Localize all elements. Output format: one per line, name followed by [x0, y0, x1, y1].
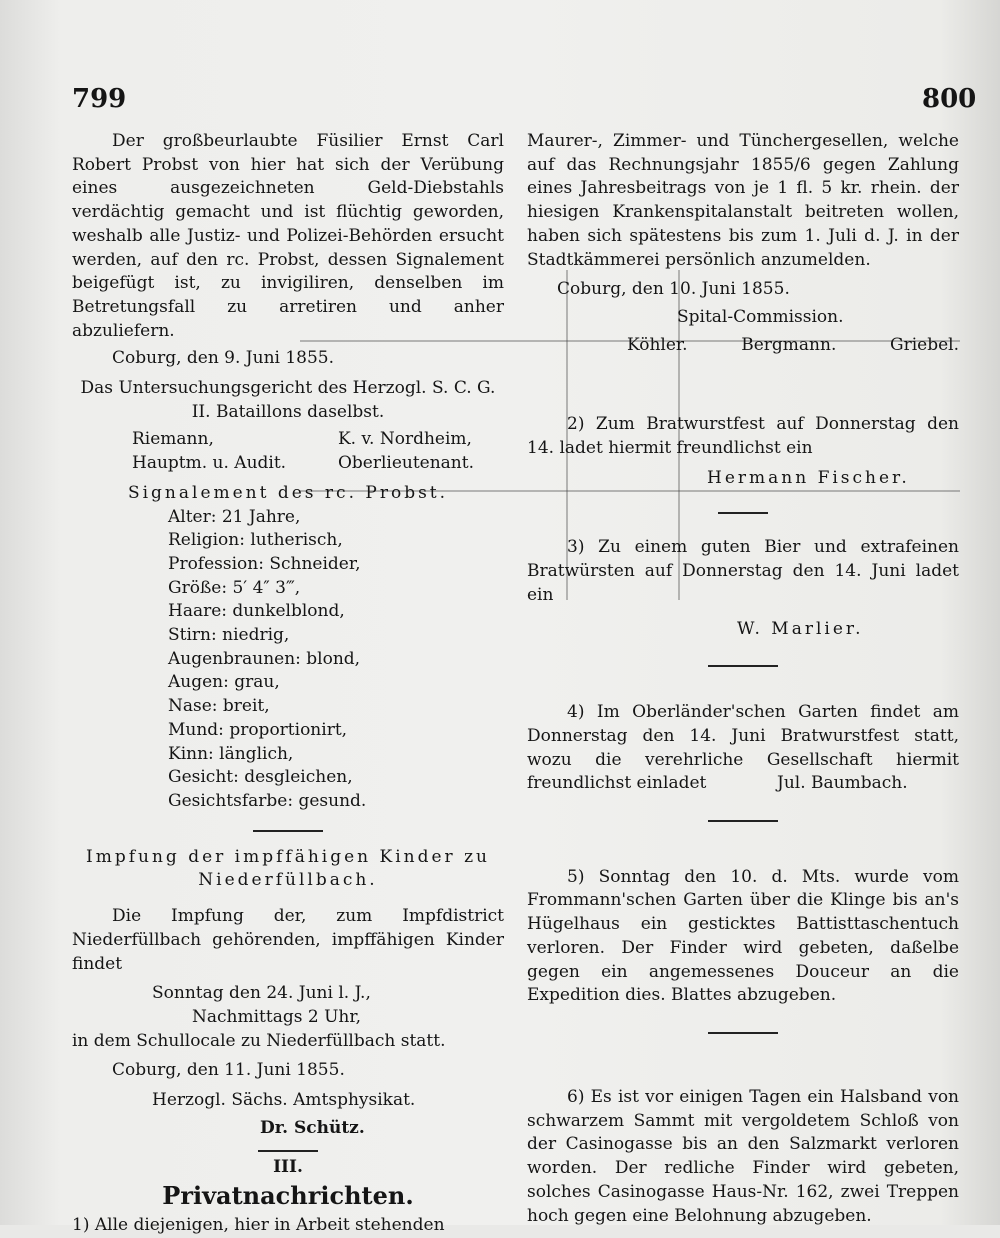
- signer-right-title: Oberlieutenant.: [337, 453, 474, 474]
- section-divider: [258, 1150, 318, 1152]
- wanted-notice-date: Coburg, den 9. Juni 1855.: [112, 348, 335, 369]
- section-number: III.: [273, 1157, 303, 1178]
- page-number-left: 799: [72, 84, 127, 114]
- wanted-notice-text: Der großbeurlaubte Füsilier Ernst Carl Robert Probst von hier hat sich der Verübung eines ausgezeichneten Geld-Diebstahls verdächtig gemacht und ist flüchtig geworden, weshalb alle Justiz- und Polizei-Behörden ersucht werden, auf den rc. Probst, dessen Signalement beigefügt ist, zu invigiliren, denselben im Betretungsfall zu arretiren und anher abzuliefern.: [72, 131, 504, 341]
- vaccination-text: Die Impfung der, zum Impfdistrict Niederfüllbach gehörenden, impffähigen Kinder findet: [72, 906, 504, 974]
- private-notice-3-signer: W. Marlier.: [737, 618, 864, 639]
- private-notice-2-signer: Hermann Fischer.: [707, 467, 910, 488]
- signalement-item: Kinn: länglich,: [168, 743, 294, 764]
- vaccination-heading: Impfung der impffähigen Kinder zu Niederfüllbach.: [86, 846, 490, 891]
- private-notice-1-continuation: Maurer-, Zimmer- und Tünchergesellen, welche auf das Rechnungsjahr 1855/6 gegen Zahlung eines Jahresbeitrags von je 1 fl. 5 kr. rhein. der hiesigen Krankenspitalanstalt beitreten wollen, haben sich spätestens bis zum 1. Juli d. J. in der Stadtkämmerei persönlich anzumelden.: [527, 131, 959, 270]
- private-notice-1-signers: [627, 334, 959, 358]
- signer-left: [132, 428, 286, 475]
- signalement-heading: Signalement des rc. Probst.: [127, 482, 449, 503]
- signer-left-name: Riemann,: [132, 429, 214, 450]
- private-notice-5-text: 5) Sonntag den 10. d. Mts. wurde vom Frommann'schen Garten über die Klinge bis an's Hügelhaus ein gesticktes Battisttaschentuch verloren. Der Finder wird gebeten, daßelbe gegen ein angemessenes Douceur an die Expedition dies. Blattes abzugeben.: [527, 866, 959, 1006]
- signalement-item: Stirn: niedrig,: [168, 625, 290, 646]
- section-title: Privatnachrichten.: [162, 1181, 414, 1211]
- section-divider: [708, 665, 778, 667]
- vaccination-authority: Herzogl. Sächs. Amtsphysikat.: [152, 1090, 416, 1111]
- vaccination-date-line: Sonntag den 24. Juni l. J.,: [152, 983, 371, 1004]
- section-divider: [253, 830, 323, 832]
- signalement-item: Gesicht: desgleichen,: [168, 767, 353, 788]
- private-notice-1-date: Coburg, den 10. Juni 1855.: [557, 279, 790, 300]
- private-notice-3-text: 3) Zu einem guten Bier und extrafeinen Bratwürsten auf Donnerstag den 14. Juni ladet ein: [527, 537, 959, 605]
- spital-commission-signer: Bergmann.: [741, 334, 837, 355]
- private-notice-6-text: 6) Es ist vor einigen Tagen ein Halsband von schwarzem Sammt mit vergoldetem Schloß von der Casinogasse bis an den Salzmarkt verloren worden. Der redliche Finder wird gebeten, solches Casinogasse Haus-Nr. 162, zwei Treppen hoch gegen eine Belohnung abzugeben.: [527, 1086, 959, 1226]
- vaccination-time-line: Nachmittags 2 Uhr,: [192, 1006, 362, 1027]
- signalement-item: Religion: lutherisch,: [168, 530, 343, 551]
- section-divider: [708, 820, 778, 822]
- court-name: Das Untersuchungsgericht des Herzogl. S. C. G. II. Bataillons daselbst.: [80, 378, 496, 422]
- signer-left-title: Hauptm. u. Audit.: [132, 453, 287, 474]
- signalement-item: Gesichtsfarbe: gesund.: [168, 790, 367, 811]
- vaccination-place-line: in dem Schullocale zu Niederfüllbach statt.: [72, 1030, 446, 1051]
- section-divider: [708, 1032, 778, 1034]
- vaccination-notice-date: Coburg, den 11. Juni 1855.: [112, 1060, 345, 1081]
- signalement-item: Profession: Schneider,: [168, 553, 361, 574]
- signalement-item: Haare: dunkelblond,: [168, 601, 345, 622]
- signalement-item: Mund: proportionirt,: [168, 719, 348, 740]
- signalement-list: [168, 506, 504, 814]
- private-notice-1-start: 1) Alle diejenigen, hier in Arbeit stehenden: [72, 1214, 445, 1235]
- section-divider: [718, 512, 768, 514]
- vaccination-signer: Dr. Schütz.: [260, 1117, 365, 1138]
- private-notice-2-text: 2) Zum Bratwurstfest auf Donnerstag den 14. ladet hiermit freundlichst ein: [527, 414, 959, 459]
- signers-row: [132, 428, 474, 475]
- signalement-item: Alter: 21 Jahre,: [168, 506, 301, 527]
- signalement-item: Augen: grau,: [168, 672, 280, 693]
- private-notice-4-signer: Jul. Baumbach.: [777, 773, 908, 794]
- private-notice-4-text: 4) Im Oberländer'schen Garten findet am Donnerstag den 14. Juni Bratwurstfest statt, wozu die verehrliche Gesellschaft hiermit freundlichst einladet: [527, 702, 959, 794]
- spital-commission-signer: Köhler.: [627, 334, 688, 355]
- page-number-right: 800: [922, 84, 977, 114]
- signalement-item: Größe: 5′ 4″ 3‴,: [168, 577, 301, 598]
- left-column: [72, 130, 504, 1238]
- signalement-item: Augenbraunen: blond,: [168, 648, 361, 669]
- signer-right: [338, 428, 474, 475]
- spital-commission-signer: Griebel.: [890, 334, 959, 355]
- signer-right-name: K. v. Nordheim,: [337, 429, 472, 450]
- private-notice-1-authority: Spital-Commission.: [677, 306, 844, 327]
- signalement-item: Nase: breit,: [168, 696, 270, 717]
- right-column: [527, 130, 959, 1228]
